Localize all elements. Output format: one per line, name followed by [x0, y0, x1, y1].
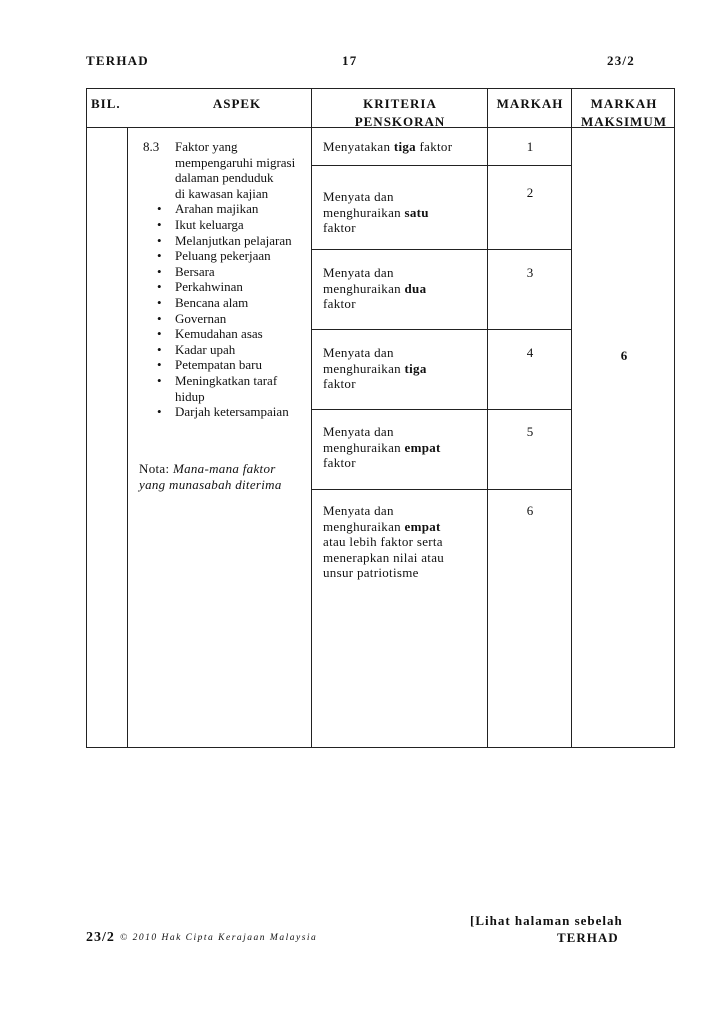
row-divider: [311, 249, 572, 250]
footer-paper-code: 23/2: [86, 930, 115, 945]
copyright-notice: © 2010 Hak Cipta Kerajaan Malaysia: [120, 933, 318, 943]
list-item: • Petempatan baru: [157, 357, 262, 373]
row-divider: [311, 329, 572, 330]
footer-classification: TERHAD: [557, 930, 619, 945]
row-divider: [311, 409, 572, 410]
page-number: 17: [342, 53, 358, 68]
col-header-bil: BIL.: [91, 96, 121, 111]
col-header-markah: MARKAH: [496, 96, 564, 111]
paper-code: 23/2: [607, 53, 635, 68]
criteria-1: Menyatakan tiga faktor: [323, 139, 453, 154]
list-item: • Perkahwinan: [157, 279, 243, 295]
col-header-aspek: ASPEK: [212, 96, 262, 111]
col-header-kriteria: KRITERIA PENSKORAN: [354, 96, 446, 129]
criteria-2: Menyata dan menghuraikan satu faktor: [323, 189, 429, 235]
list-item: • Meningkatkan taraf hidup: [157, 372, 278, 404]
aspect-note: Nota: Mana-mana faktor yang munasabah diterima: [139, 461, 282, 492]
list-item: • Melanjutkan pelajaran: [157, 232, 292, 248]
criteria-4: Menyata dan menghuraikan tiga faktor: [323, 345, 427, 391]
list-item: • Governan: [157, 310, 227, 326]
list-item: • Arahan majikan: [157, 201, 259, 217]
aspect-number: 8.3: [143, 139, 160, 154]
criteria-3: Menyata dan menghuraikan dua faktor: [323, 265, 427, 311]
list-item: • Kadar upah: [157, 341, 236, 357]
row-divider: [311, 165, 572, 166]
factor-list: [141, 201, 326, 419]
criteria-6: Menyata dan menghuraikan empat atau lebih faktor serta menerapkan nilai atau unsur patriotisme: [323, 503, 445, 580]
mark-value: 6: [526, 503, 534, 518]
column-divider: [127, 127, 128, 747]
max-mark: 6: [620, 348, 628, 363]
mark-value: 1: [526, 139, 534, 154]
list-item: • Bencana alam: [157, 294, 249, 310]
mark-value: 5: [526, 424, 534, 439]
col-header-markah-maksimum: MARKAH MAKSIMUM: [581, 96, 667, 129]
aspect-title: 8.3 Faktor yang mempengaruhi migrasi dalaman penduduk di kawasan kajian: [143, 139, 296, 201]
mark-value: 4: [526, 345, 534, 360]
list-item: • Darjah ketersampaian: [157, 404, 289, 420]
aspect-content: [141, 139, 326, 420]
marking-scheme-table: [86, 88, 675, 748]
row-divider: [311, 489, 572, 490]
header-classification: TERHAD: [86, 53, 149, 68]
list-item: • Kemudahan asas: [157, 326, 263, 342]
list-item: • Peluang pekerjaan: [157, 248, 271, 264]
next-page-note: [Lihat halaman sebelah: [470, 913, 623, 928]
criteria-5: Menyata dan menghuraikan empat faktor: [323, 424, 441, 470]
mark-value: 2: [526, 185, 534, 200]
mark-value: 3: [526, 265, 534, 280]
list-item: • Ikut keluarga: [157, 216, 244, 232]
list-item: • Bersara: [157, 263, 215, 279]
